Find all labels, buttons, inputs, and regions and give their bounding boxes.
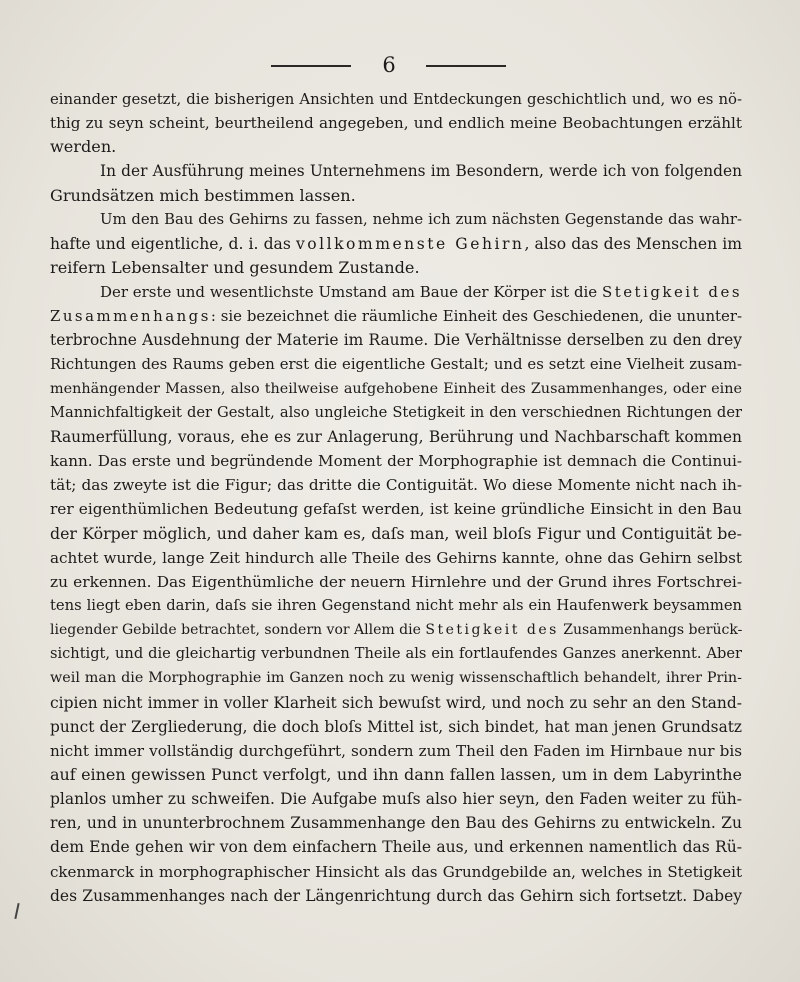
text-line: Grundsätzen mich bestimmen lassen.	[50, 185, 356, 205]
text-line: terbrochne Ausdehnung der Materie im Raume. Die Verhältnisse derselben zu den drey	[50, 331, 742, 350]
text-line: ckenmarck in morphographischer Hinsicht als das Grundgebilde an, welches in Stetigkeit	[50, 862, 742, 881]
text-line: des Zusammenhanges nach der Längenrichtung durch das Gehirn sich fortsetzt. Dabey	[50, 886, 742, 905]
text-line: dem Ende gehen wir von dem einfachern Theile aus, und erkennen namentlich das Rü-	[50, 838, 742, 857]
text-line: achtet wurde, lange Zeit hindurch alle Theile des Gehirns kannte, ohne das Gehirn selbst	[50, 548, 742, 567]
text-line: punct der Zergliederung, die doch bloſs Mittel ist, sich bindet, hat man jenen Grundsatz	[50, 717, 742, 736]
text-line: planlos umher zu schweifen. Die Aufgabe muſs also hier seyn, den Faden weiter zu füh-	[50, 790, 742, 809]
text-line: werden.	[50, 137, 117, 157]
text-line: liegender Gebilde betrachtet, sondern vor Allem die Stetigkeit des Zusammenhangs berück-	[50, 622, 743, 639]
text-line: Mannichfaltigkeit der Gestalt, also ungleiche Stetigkeit in den verschiednen Richtungen der	[50, 403, 742, 421]
text-line: menhängender Massen, also theilweise aufgehobene Einheit des Zusammenhanges, oder eine	[50, 380, 742, 397]
text-line: kann. Das erste und begründende Moment der Morphographie ist demnach die Continui-	[50, 452, 742, 471]
text-line: tens liegt eben darin, daſs sie ihren Gegenstand nicht mehr als ein Haufenwerk beysammen	[50, 596, 742, 614]
text-line: sichtigt, und die gleichartig verbundnen Theile als ein fortlaufendes Ganzes anerkennt. Aber	[50, 645, 742, 663]
text-line: tät; das zweyte ist die Figur; das dritte die Contiguität. Wo diese Momente nicht nach ih-	[50, 476, 742, 495]
text-line: In der Ausführung meines Unternehmens im Besondern, werde ich von folgenden	[100, 162, 742, 181]
text-line: Richtungen des Raums geben erst die eigentliche Gestalt; und es setzt eine Vielheit zusam-	[50, 355, 742, 373]
text-line: reifern Lebensalter und gesundem Zustande.	[50, 257, 420, 277]
text-line: hafte und eigentliche, d. i. das vollkommenste Gehirn, also das des Menschen im	[50, 234, 742, 253]
header-rule-right	[426, 65, 506, 67]
text-line: ren, und in ununterbrochnem Zusammenhange den Bau des Gehirns zu entwickeln. Zu	[50, 814, 742, 833]
text-line: der Körper möglich, und daher kam es, daſs man, weil bloſs Figur und Contiguität be-	[50, 523, 742, 543]
text-line: weil man die Morphographie im Ganzen noch zu wenig wissenschaftlich behandelt, ihrer Prin-	[50, 670, 742, 687]
text-line: zu erkennen. Das Eigenthümliche der neuern Hirnlehre und der Grund ihres Fortschrei-	[50, 572, 742, 591]
text-line: Zusammenhangs: sie bezeichnet die räumliche Einheit des Geschiedenen, die ununter-	[50, 307, 742, 326]
margin-mark	[14, 903, 19, 919]
text-line: Raumerfüllung, voraus, ehe es zur Anlagerung, Berührung und Nachbarschaft kommen	[50, 427, 742, 446]
page-number: 6	[382, 53, 396, 77]
header-rule-left	[271, 65, 351, 67]
text-line: auf einen gewissen Punct verfolgt, und ihn dann fallen lassen, um in dem Labyrinthe	[50, 764, 742, 784]
text-line: thig zu seyn scheint, beurtheilend angegeben, und endlich meine Beobachtungen erzählt	[50, 114, 742, 133]
text-line: nicht immer vollständig durchgeführt, sondern zum Theil den Faden im Hirnbaue nur bis	[50, 741, 742, 760]
text-line: Um den Bau des Gehirns zu fassen, nehme ich zum nächsten Gegenstande das wahr-	[100, 210, 742, 228]
text-line: cipien nicht immer in voller Klarheit sich bewuſst wird, und noch zu sehr an den Stand-	[50, 693, 742, 712]
body-text	[50, 87, 742, 908]
page-header	[0, 52, 800, 80]
text-line: rer eigenthümlichen Bedeutung gefaſst werden, ist keine gründliche Einsicht in den Bau	[50, 500, 742, 519]
text-line: einander gesetzt, die bisherigen Ansichten und Entdeckungen geschichtlich und, wo es nö-	[50, 90, 742, 108]
text-line: Der erste und wesentlichste Umstand am Baue der Körper ist die Stetigkeit des	[100, 283, 742, 302]
